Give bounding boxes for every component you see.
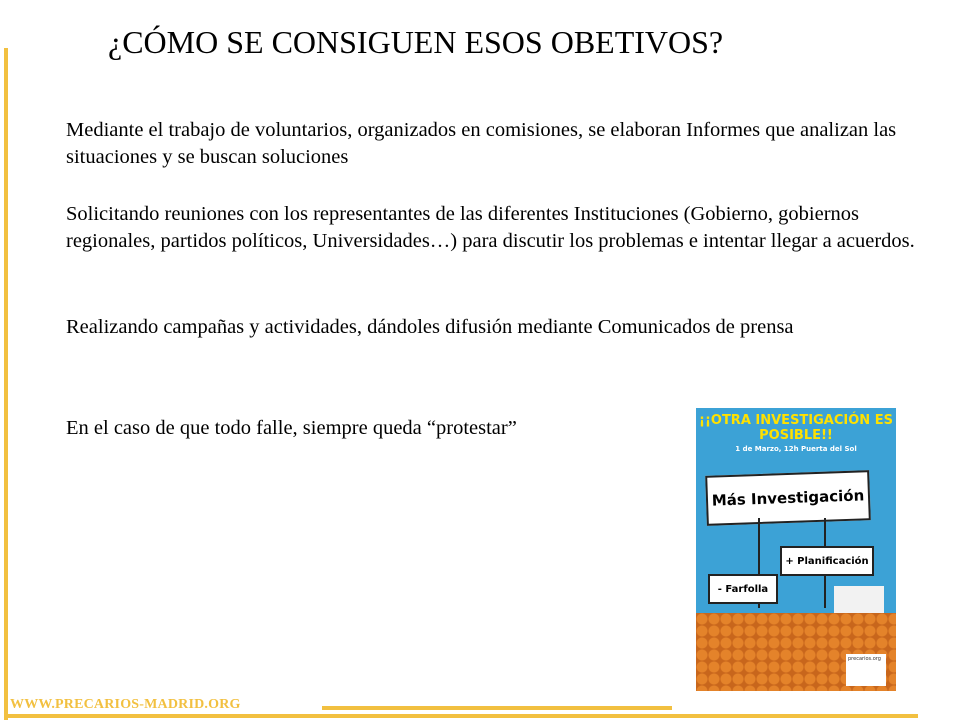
poster-sign-main: Más Investigación <box>705 470 871 526</box>
paragraph-volunteers: Mediante el trabajo de voluntarios, organizados en comisiones, se elaboran Informes que analizan las situaciones y se buscan soluciones <box>66 119 897 168</box>
left-accent-bar <box>4 48 8 720</box>
footer-accent-bar <box>322 706 672 710</box>
slide-title: ¿CÓMO SE CONSIGUEN ESOS OBETIVOS? <box>108 24 724 60</box>
poster-sign-minus: - Farfolla <box>708 574 778 604</box>
bottom-accent-bar <box>8 714 918 718</box>
paragraph-meetings: Solicitando reuniones con los representantes de las diferentes Instituciones (Gobierno, gobiernos regionales, partidos políticos, Universidades…) para discutir los problemas e intentar llegar a acuerdos. <box>66 203 915 252</box>
poster-logo: precarios.org <box>846 654 886 686</box>
poster-headline: ¡¡OTRA INVESTIGACIÓN ES POSIBLE!! <box>699 413 893 443</box>
paragraph-protest: En el caso de que todo falle, siempre queda “protestar” <box>66 417 517 439</box>
poster-subline: 1 de Marzo, 12h Puerta del Sol <box>735 445 857 453</box>
protest-poster-image <box>696 408 896 691</box>
footer-url: WWW.PRECARIOS-MADRID.ORG <box>10 697 241 712</box>
poster-sign-plus: + Planificación <box>780 546 874 576</box>
poster-header <box>696 408 896 468</box>
paragraph-campaigns: Realizando campañas y actividades, dándoles difusión mediante Comunicados de prensa <box>66 316 794 338</box>
poster-buildings <box>834 586 884 616</box>
